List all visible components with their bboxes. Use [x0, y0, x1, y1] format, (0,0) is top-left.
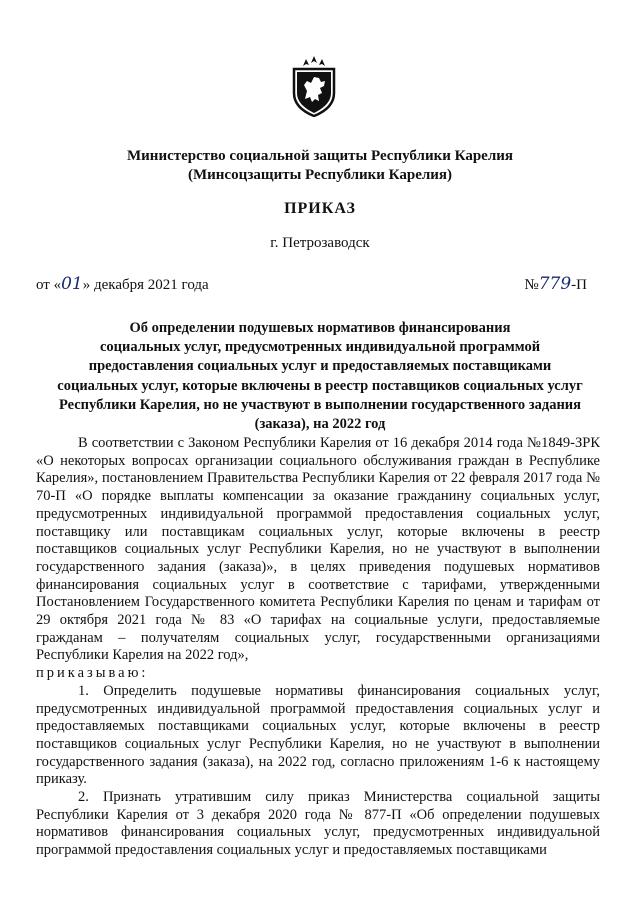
handwritten-day: 01 — [61, 274, 83, 294]
number-sign: № — [524, 277, 539, 293]
ministry-full-name: Министерство социальной защиты Республики Карелия — [127, 148, 513, 164]
title-line: предоставления социальных услуг и предоставляемых поставщиками — [88, 358, 552, 375]
number-suffix: -П — [571, 277, 587, 293]
order-number — [524, 274, 587, 294]
order-item-2: 2. Признать утратившим силу приказ Министерства социальной защиты Республики Карелия от 3 декабря 2020 года № 877-П «Об определении подушевых нормативов финансирования социальных услуг, предусмотренных индивидуальной программой предоставления социальных услуг и предоставляемых поставщиками — [36, 789, 600, 859]
title-line: (заказа), на 2022 год — [254, 416, 386, 433]
date-prefix: от « — [36, 277, 62, 293]
order-word: приказываю: — [36, 665, 149, 682]
document-type: ПРИКАЗ — [284, 200, 356, 217]
date-suffix: » декабря 2021 года — [82, 277, 209, 293]
coat-of-arms-emblem — [291, 55, 337, 117]
order-item-1: 1. Определить подушевые нормативы финансирования социальных услуг, предусмотренных индивидуальной программой предоставления социальных услуг и предоставляемых поставщиками социальных услуг, которые включены в реестр поставщиков социальных услуг Республики Карелия, но не участвуют в выполнении государственного задания (заказа), на 2022 год, согласно приложениям 1-6 к настоящему приказу. — [36, 682, 600, 788]
title-line: социальных услуг, которые включены в реестр поставщиков социальных услуг — [57, 377, 583, 394]
handwritten-number: 779 — [538, 274, 572, 294]
preamble-paragraph: В соответствии с Законом Республики Карелия от 16 декабря 2014 года №1849-ЗРК «О некоторых вопросах организации социального обслуживания граждан в Республике Карелия», постановлением Правительства Республики Карелия от 22 февраля 2017 года № 70-П «О порядке выплаты компенсации за оказание гражданину социальных услуг, предусмотренных индивидуальной программой предоставления социальных услуг, поставщику или поставщикам социальных услуг, которые включены в реестр поставщиков социальных услуг Республики Карелия, но не участвуют в выполнении государственного задания (заказа)», в целях приведения подушевых нормативов финансирования социальных услуг в соответствие с тарифами, утвержденными Постановлением Государственного комитета Республики Карелия по ценам и тарифам от 29 октября 2021 года № 83 «О тарифах на социальные услуги, предоставляемые гражданам – получателям социальных услуг, государственными организациями Республики Карелия на 2022 год», — [36, 435, 600, 664]
order-body — [36, 435, 600, 860]
ministry-short-name: (Минсоцзащиты Республики Карелия) — [187, 167, 453, 183]
ministry-name — [0, 147, 640, 185]
order-date — [36, 274, 209, 294]
order-title — [0, 319, 640, 434]
title-line: социальных услуг, предусмотренных индивидуальной программой — [99, 339, 541, 356]
title-line: Об определении подушевых нормативов финансирования — [129, 320, 511, 336]
city-line: г. Петрозаводск — [270, 235, 370, 251]
title-line: Республики Карелия, но не участвуют в выполнении государственного задания — [58, 396, 582, 413]
